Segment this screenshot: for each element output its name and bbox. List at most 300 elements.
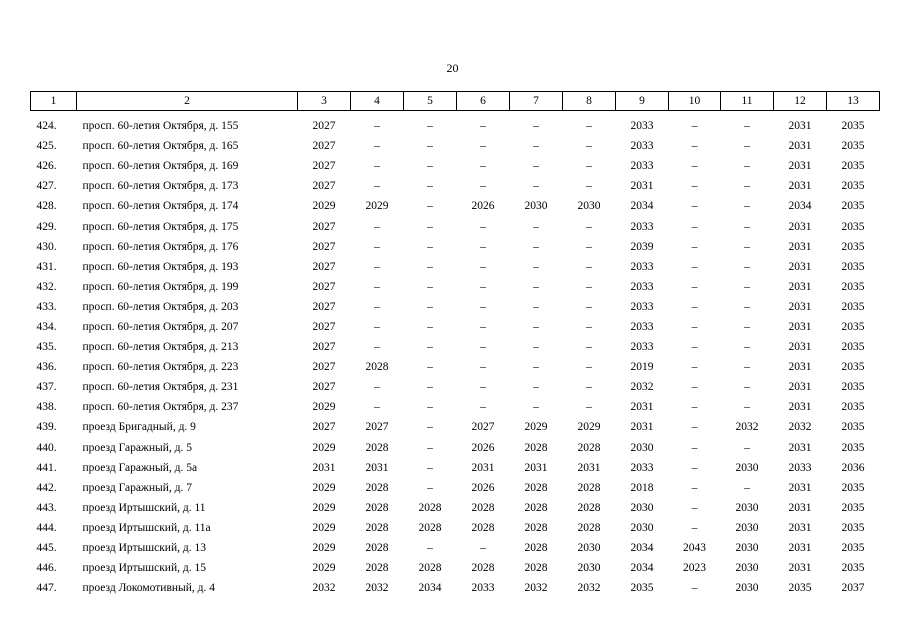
- year-cell: –: [586, 361, 592, 374]
- year-cell: –: [480, 542, 486, 555]
- year-cell: –: [374, 160, 380, 173]
- address-cell: просп. 60-летия Октября, д. 193: [82, 260, 239, 273]
- year-cell: 2031: [788, 280, 812, 293]
- year-cell: –: [427, 220, 433, 233]
- year-cell: –: [374, 381, 380, 394]
- year-cell: –: [691, 421, 698, 434]
- year-cell: 2030: [630, 501, 654, 514]
- year-cell: –: [533, 180, 539, 193]
- year-cell: 2029: [312, 542, 336, 555]
- year-cell: –: [691, 120, 698, 133]
- year-cell: 2028: [524, 481, 548, 494]
- year-cell: –: [533, 381, 539, 394]
- year-cell: 2028: [524, 562, 548, 575]
- year-cell: –: [691, 300, 698, 313]
- row-number: 426.: [36, 160, 57, 173]
- year-cell: –: [480, 381, 486, 394]
- year-cell: –: [427, 160, 433, 173]
- year-cell: –: [744, 481, 750, 494]
- year-cell: 2028: [524, 521, 548, 534]
- year-cell: 2031: [524, 461, 548, 474]
- year-cell: –: [586, 401, 592, 414]
- year-cell: –: [691, 481, 698, 494]
- year-cell: 2023: [683, 562, 706, 575]
- year-cell: –: [744, 220, 750, 233]
- year-cell: –: [586, 341, 592, 354]
- year-cell: 2035: [841, 562, 865, 575]
- year-cell: 2027: [312, 421, 336, 434]
- address-cell: проезд Локомотивный, д. 4: [82, 582, 216, 595]
- year-cell: 2033: [630, 160, 654, 173]
- year-cell: 2035: [841, 140, 865, 153]
- table-row: [31, 417, 880, 437]
- year-cell: –: [586, 381, 592, 394]
- year-cell: 2043: [683, 542, 706, 555]
- year-cell: –: [480, 361, 486, 374]
- year-cell: –: [744, 401, 750, 414]
- address-cell: проезд Иртышский, д. 13: [82, 542, 206, 555]
- year-cell: –: [586, 280, 592, 293]
- year-cell: –: [533, 220, 539, 233]
- address-cell: просп. 60-летия Октября, д. 165: [82, 140, 239, 153]
- year-cell: 2033: [630, 341, 654, 354]
- year-cell: –: [374, 180, 380, 193]
- year-cell: 2027: [365, 421, 389, 434]
- year-cell: 2033: [630, 320, 654, 333]
- year-cell: 2035: [841, 160, 865, 173]
- year-cell: –: [691, 401, 698, 414]
- address-cell: просп. 60-летия Октября, д. 175: [82, 220, 239, 233]
- year-cell: 2027: [312, 220, 336, 233]
- year-cell: 2028: [418, 562, 442, 575]
- year-cell: 2027: [312, 320, 336, 333]
- year-cell: 2028: [365, 441, 389, 454]
- year-cell: –: [586, 180, 592, 193]
- year-cell: –: [533, 140, 539, 153]
- year-cell: –: [691, 280, 698, 293]
- year-cell: 2035: [788, 582, 812, 595]
- year-cell: 2030: [735, 582, 759, 595]
- column-header-10: 10: [669, 92, 721, 111]
- row-number: 442.: [36, 481, 57, 494]
- year-cell: –: [374, 341, 380, 354]
- year-cell: 2028: [524, 501, 548, 514]
- year-cell: 2030: [630, 521, 654, 534]
- row-number: 427.: [36, 180, 57, 193]
- year-cell: –: [480, 160, 486, 173]
- column-header-4: 4: [351, 92, 404, 111]
- year-cell: 2035: [841, 481, 865, 494]
- year-cell: –: [374, 240, 380, 253]
- table-row: [31, 438, 880, 458]
- year-cell: –: [374, 260, 380, 273]
- address-cell: проезд Иртышский, д. 15: [82, 562, 206, 575]
- year-cell: 2031: [788, 361, 812, 374]
- table-header: [31, 92, 880, 111]
- year-cell: –: [586, 240, 592, 253]
- year-cell: 2029: [312, 441, 336, 454]
- column-header-2: 2: [77, 92, 298, 111]
- year-cell: 2033: [788, 461, 812, 474]
- year-cell: 2030: [735, 461, 759, 474]
- year-cell: 2031: [630, 401, 654, 414]
- address-cell: проезд Бригадный, д. 9: [82, 421, 196, 434]
- year-cell: 2032: [577, 582, 601, 595]
- year-cell: –: [480, 180, 486, 193]
- table-row: [31, 216, 880, 236]
- year-cell: 2035: [841, 341, 865, 354]
- table-row: [31, 558, 880, 578]
- table-row: [31, 458, 880, 478]
- year-cell: –: [533, 280, 539, 293]
- column-header-3: 3: [298, 92, 351, 111]
- year-cell: –: [374, 300, 380, 313]
- table-row: [31, 237, 880, 257]
- year-cell: 2036: [841, 461, 865, 474]
- year-cell: 2032: [524, 582, 548, 595]
- year-cell: 2035: [841, 421, 865, 434]
- year-cell: 2030: [524, 200, 548, 213]
- row-number: 437.: [36, 381, 57, 394]
- year-cell: –: [533, 341, 539, 354]
- year-cell: 2033: [630, 260, 654, 273]
- year-cell: –: [533, 300, 539, 313]
- year-cell: 2039: [630, 240, 654, 253]
- table-row: [31, 257, 880, 277]
- year-cell: 2029: [577, 421, 601, 434]
- address-cell: просп. 60-летия Октября, д. 237: [82, 401, 239, 414]
- year-cell: –: [586, 120, 592, 133]
- year-cell: 2026: [471, 200, 495, 213]
- year-cell: –: [691, 341, 698, 354]
- year-cell: –: [586, 220, 592, 233]
- year-cell: 2031: [788, 501, 812, 514]
- column-header-9: 9: [616, 92, 669, 111]
- row-number: 447.: [36, 582, 57, 595]
- address-cell: просп. 60-летия Октября, д. 155: [82, 120, 239, 133]
- year-cell: 2035: [841, 280, 865, 293]
- year-cell: 2037: [841, 582, 865, 595]
- year-cell: 2027: [312, 260, 336, 273]
- year-cell: 2035: [841, 320, 865, 333]
- table-row: [31, 377, 880, 397]
- year-cell: –: [744, 300, 750, 313]
- year-cell: 2032: [735, 421, 759, 434]
- year-cell: 2035: [841, 401, 865, 414]
- year-cell: 2035: [841, 542, 865, 555]
- year-cell: –: [744, 240, 750, 253]
- year-cell: –: [586, 140, 592, 153]
- year-cell: 2034: [418, 582, 442, 595]
- row-number: 429.: [36, 220, 57, 233]
- year-cell: 2033: [630, 120, 654, 133]
- column-header-8: 8: [563, 92, 616, 111]
- address-cell: проезд Гаражный, д. 5: [82, 441, 193, 454]
- year-cell: –: [533, 401, 539, 414]
- year-cell: 2035: [841, 260, 865, 273]
- year-cell: –: [427, 300, 433, 313]
- year-cell: 2035: [841, 200, 865, 213]
- year-cell: –: [691, 501, 698, 514]
- year-cell: 2031: [788, 381, 812, 394]
- year-cell: –: [691, 200, 698, 213]
- year-cell: 2031: [788, 260, 812, 273]
- year-cell: 2027: [312, 280, 336, 293]
- year-cell: –: [480, 280, 486, 293]
- year-cell: 2028: [577, 521, 601, 534]
- year-cell: 2028: [524, 441, 548, 454]
- year-cell: 2030: [735, 501, 759, 514]
- year-cell: 2027: [312, 300, 336, 313]
- year-cell: –: [533, 120, 539, 133]
- year-cell: 2031: [788, 120, 812, 133]
- year-cell: 2026: [471, 441, 495, 454]
- year-cell: –: [427, 361, 433, 374]
- column-header-1: 1: [31, 92, 77, 111]
- column-header-5: 5: [404, 92, 457, 111]
- year-cell: –: [533, 320, 539, 333]
- year-cell: 2028: [365, 542, 389, 555]
- year-cell: 2031: [788, 240, 812, 253]
- year-cell: –: [427, 320, 433, 333]
- year-cell: 2029: [312, 200, 336, 213]
- year-cell: –: [374, 280, 380, 293]
- year-cell: –: [744, 140, 750, 153]
- year-cell: 2027: [312, 160, 336, 173]
- year-cell: –: [427, 341, 433, 354]
- table-row: [31, 156, 880, 176]
- column-header-11: 11: [721, 92, 774, 111]
- year-cell: 2028: [418, 501, 442, 514]
- row-number: 446.: [36, 562, 57, 575]
- year-cell: 2034: [630, 542, 654, 555]
- table-row: [31, 357, 880, 377]
- year-cell: –: [744, 180, 750, 193]
- year-cell: 2028: [365, 501, 389, 514]
- address-cell: просп. 60-летия Октября, д. 169: [82, 160, 239, 173]
- year-cell: 2033: [630, 461, 654, 474]
- year-cell: –: [374, 220, 380, 233]
- year-cell: 2030: [630, 441, 654, 454]
- year-cell: –: [744, 120, 750, 133]
- year-cell: 2028: [524, 542, 548, 555]
- year-cell: –: [586, 260, 592, 273]
- address-cell: просп. 60-летия Октября, д. 176: [82, 240, 239, 253]
- year-cell: 2031: [630, 421, 654, 434]
- year-cell: –: [480, 140, 486, 153]
- year-cell: –: [480, 341, 486, 354]
- year-cell: –: [480, 320, 486, 333]
- year-cell: 2028: [471, 501, 495, 514]
- year-cell: –: [586, 300, 592, 313]
- year-cell: 2035: [841, 441, 865, 454]
- year-cell: –: [691, 240, 698, 253]
- table-row: [31, 397, 880, 417]
- year-cell: 2029: [312, 501, 336, 514]
- year-cell: –: [427, 200, 433, 213]
- address-cell: проезд Иртышский, д. 11: [82, 501, 206, 514]
- year-cell: –: [744, 280, 750, 293]
- row-number: 438.: [36, 401, 57, 414]
- year-cell: –: [427, 260, 433, 273]
- header-row: [31, 92, 880, 111]
- year-cell: 2031: [788, 300, 812, 313]
- year-cell: –: [691, 220, 698, 233]
- year-cell: 2030: [735, 562, 759, 575]
- year-cell: 2035: [630, 582, 654, 595]
- row-number: 425.: [36, 140, 57, 153]
- year-cell: 2030: [577, 562, 601, 575]
- page-number: 20: [446, 61, 459, 75]
- year-cell: –: [744, 361, 750, 374]
- year-cell: –: [427, 542, 433, 555]
- year-cell: 2027: [312, 361, 336, 374]
- year-cell: 2033: [630, 300, 654, 313]
- year-cell: 2027: [312, 180, 336, 193]
- address-cell: просп. 60-летия Октября, д. 223: [82, 361, 239, 374]
- year-cell: 2031: [788, 160, 812, 173]
- address-cell: просп. 60-летия Октября, д. 231: [82, 381, 239, 394]
- year-cell: 2019: [630, 361, 654, 374]
- row-number: 431.: [36, 260, 57, 273]
- year-cell: –: [427, 401, 433, 414]
- row-number: 444.: [36, 521, 57, 534]
- table-row: [31, 277, 880, 297]
- year-cell: 2028: [418, 521, 442, 534]
- row-number: 445.: [36, 542, 57, 555]
- row-number: 430.: [36, 240, 57, 253]
- column-header-13: 13: [827, 92, 880, 111]
- year-cell: 2033: [630, 220, 654, 233]
- table-row: [31, 538, 880, 558]
- row-number: 436.: [36, 361, 57, 374]
- year-cell: –: [533, 240, 539, 253]
- year-cell: 2029: [312, 481, 336, 494]
- year-cell: 2027: [471, 421, 495, 434]
- year-cell: 2030: [735, 542, 759, 555]
- year-cell: –: [744, 341, 750, 354]
- year-cell: –: [744, 441, 750, 454]
- year-cell: –: [480, 120, 486, 133]
- year-cell: 2031: [788, 180, 812, 193]
- year-cell: 2032: [788, 421, 812, 434]
- year-cell: –: [691, 582, 698, 595]
- year-cell: –: [744, 260, 750, 273]
- year-cell: 2032: [365, 582, 389, 595]
- year-cell: –: [691, 521, 698, 534]
- year-cell: 2031: [788, 562, 812, 575]
- year-cell: 2027: [312, 381, 336, 394]
- year-cell: 2031: [788, 481, 812, 494]
- year-cell: 2028: [471, 562, 495, 575]
- year-cell: 2031: [577, 461, 601, 474]
- table-row: [31, 196, 880, 216]
- year-cell: 2035: [841, 521, 865, 534]
- year-cell: 2030: [577, 542, 601, 555]
- row-number: 434.: [36, 320, 57, 333]
- year-cell: 2031: [312, 461, 336, 474]
- year-cell: 2035: [841, 180, 865, 193]
- data-table: [30, 91, 880, 598]
- year-cell: –: [744, 200, 750, 213]
- year-cell: 2027: [312, 120, 336, 133]
- address-cell: просп. 60-летия Октября, д. 174: [82, 200, 239, 213]
- year-cell: –: [427, 381, 433, 394]
- year-cell: 2018: [630, 481, 654, 494]
- column-header-6: 6: [457, 92, 510, 111]
- year-cell: –: [374, 320, 380, 333]
- table-row: [31, 478, 880, 498]
- column-header-7: 7: [510, 92, 563, 111]
- year-cell: –: [427, 481, 433, 494]
- year-cell: 2035: [841, 300, 865, 313]
- year-cell: 2035: [841, 381, 865, 394]
- year-cell: –: [427, 421, 433, 434]
- year-cell: –: [691, 160, 698, 173]
- year-cell: 2034: [630, 562, 654, 575]
- row-number: 432.: [36, 280, 57, 293]
- year-cell: –: [744, 320, 750, 333]
- year-cell: –: [374, 140, 380, 153]
- year-cell: –: [427, 441, 433, 454]
- table-row: [31, 116, 880, 136]
- year-cell: 2028: [365, 521, 389, 534]
- year-cell: 2029: [524, 421, 548, 434]
- address-cell: просп. 60-летия Октября, д. 213: [82, 341, 239, 354]
- year-cell: –: [691, 320, 698, 333]
- year-cell: –: [533, 260, 539, 273]
- year-cell: –: [480, 300, 486, 313]
- year-cell: –: [427, 240, 433, 253]
- column-header-12: 12: [774, 92, 827, 111]
- year-cell: 2035: [841, 361, 865, 374]
- year-cell: –: [427, 180, 433, 193]
- row-number: 443.: [36, 501, 57, 514]
- year-cell: –: [744, 381, 750, 394]
- row-number: 435.: [36, 341, 57, 354]
- address-cell: проезд Гаражный, д. 7: [82, 481, 193, 494]
- year-cell: 2031: [788, 140, 812, 153]
- year-cell: 2031: [788, 341, 812, 354]
- year-cell: 2028: [577, 481, 601, 494]
- year-cell: 2031: [788, 441, 812, 454]
- year-cell: 2034: [788, 200, 812, 213]
- year-cell: –: [691, 461, 698, 474]
- year-cell: 2028: [577, 501, 601, 514]
- year-cell: 2033: [630, 280, 654, 293]
- year-cell: –: [480, 260, 486, 273]
- year-cell: 2029: [312, 401, 336, 414]
- year-cell: 2033: [471, 582, 495, 595]
- year-cell: 2033: [630, 140, 654, 153]
- row-number: 441.: [36, 461, 57, 474]
- address-cell: просп. 60-летия Октября, д. 207: [82, 320, 239, 333]
- year-cell: –: [533, 361, 539, 374]
- year-cell: –: [691, 180, 698, 193]
- address-cell: просп. 60-летия Октября, д. 199: [82, 280, 239, 293]
- year-cell: –: [586, 160, 592, 173]
- year-cell: –: [480, 240, 486, 253]
- year-cell: 2028: [471, 521, 495, 534]
- year-cell: 2028: [577, 441, 601, 454]
- table-body: [31, 111, 880, 599]
- year-cell: –: [744, 160, 750, 173]
- year-cell: –: [691, 441, 698, 454]
- year-cell: 2029: [365, 200, 389, 213]
- row-number: 433.: [36, 300, 57, 313]
- year-cell: –: [586, 320, 592, 333]
- year-cell: –: [691, 260, 698, 273]
